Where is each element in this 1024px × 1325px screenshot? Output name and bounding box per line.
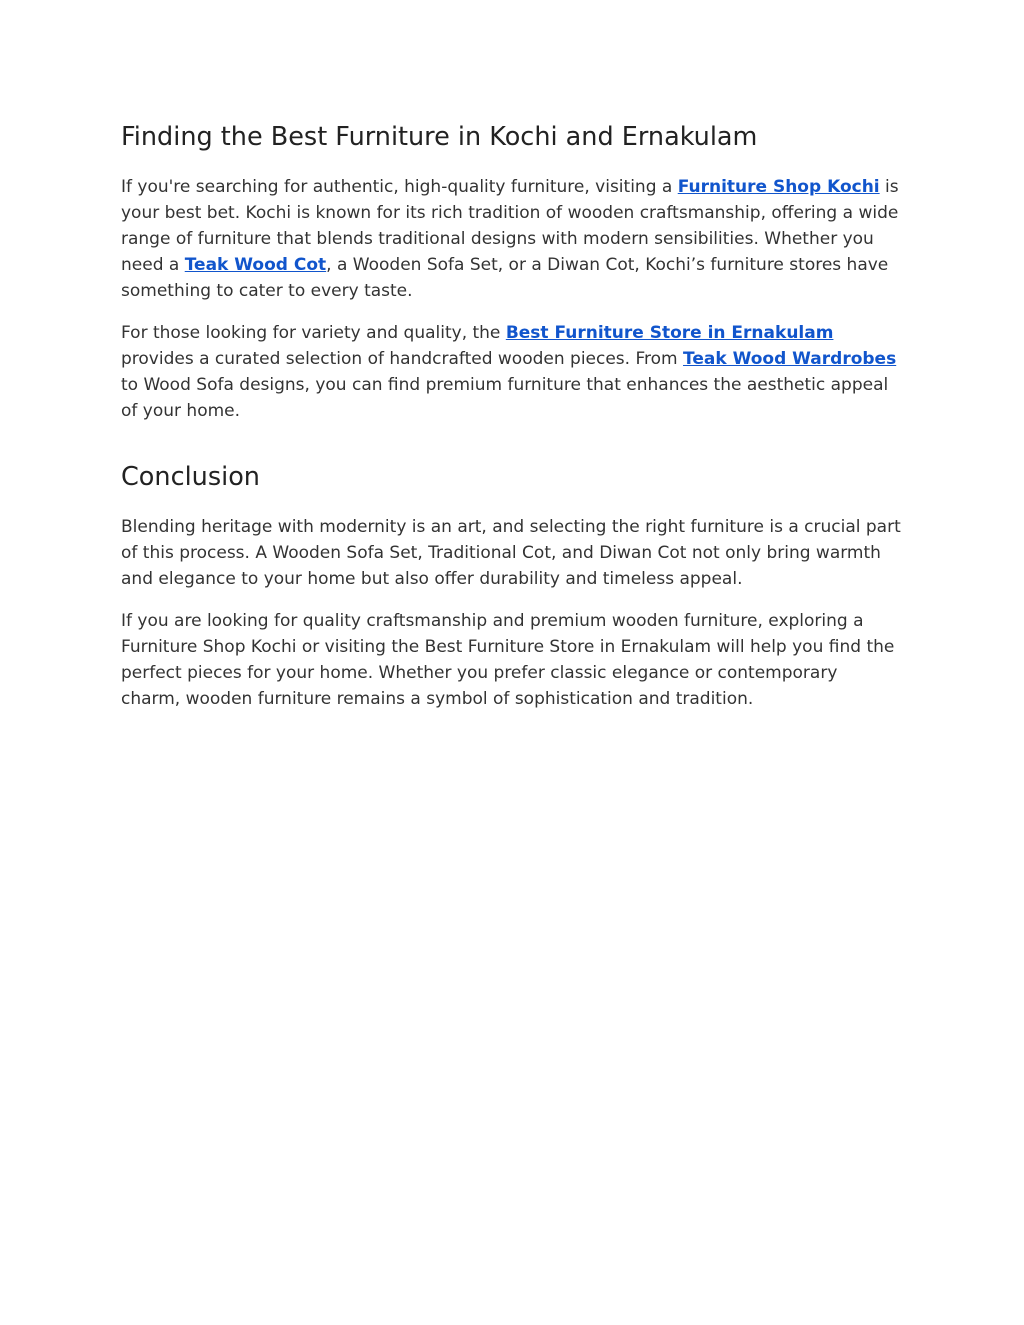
paragraph-text: , a Wooden Sofa Set, or a Diwan Cot, Kochi’s furniture stores have something to cater to every taste. [121, 255, 889, 301]
section-heading-conclusion: Conclusion [121, 462, 260, 492]
paragraph-text: provides a curated selection of handcrafted wooden pieces. From [121, 349, 683, 369]
section-heading-furniture-kochi: Finding the Best Furniture in Kochi and Ernakulam [121, 122, 758, 152]
paragraph-best-furniture-store [121, 320, 901, 424]
paragraph-text: For those looking for variety and quality, the [121, 323, 506, 343]
paragraph-text: to Wood Sofa designs, you can find premium furniture that enhances the aesthetic appeal of your home. [121, 375, 889, 421]
link-teak-wood-cot[interactable]: Teak Wood Cot [184, 255, 327, 275]
paragraph-conclusion-2: If you are looking for quality craftsmanship and premium wooden furniture, exploring a Furniture Shop Kochi or visiting the Best Furniture Store in Ernakulam will help you find the perfect pieces for your home. Whether you prefer classic elegance or contemporary charm, wooden furniture remains a symbol of sophistication and tradition. [121, 611, 895, 709]
paragraph-furniture-shop-kochi [121, 174, 901, 304]
paragraph-text: If you're searching for authentic, high-quality furniture, visiting a [121, 177, 678, 197]
document-page [121, 118, 901, 712]
link-furniture-shop-kochi[interactable]: Furniture Shop Kochi [677, 177, 880, 197]
link-teak-wood-wardrobes[interactable]: Teak Wood Wardrobes [683, 349, 897, 369]
paragraph-text: is your best bet. Kochi is known for its rich tradition of wooden craftsmanship, offering a wide range of furniture that blends traditional designs with modern sensibilities. Whether you need a [121, 177, 899, 275]
paragraph-conclusion-1: Blending heritage with modernity is an art, and selecting the right furniture is a crucial part of this process. A Wooden Sofa Set, Traditional Cot, and Diwan Cot not only bring warmth and elegance to your home but also offer durability and timeless appeal. [121, 517, 901, 589]
link-best-furniture-store-ernakulam[interactable]: Best Furniture Store in Ernakulam [505, 323, 834, 343]
